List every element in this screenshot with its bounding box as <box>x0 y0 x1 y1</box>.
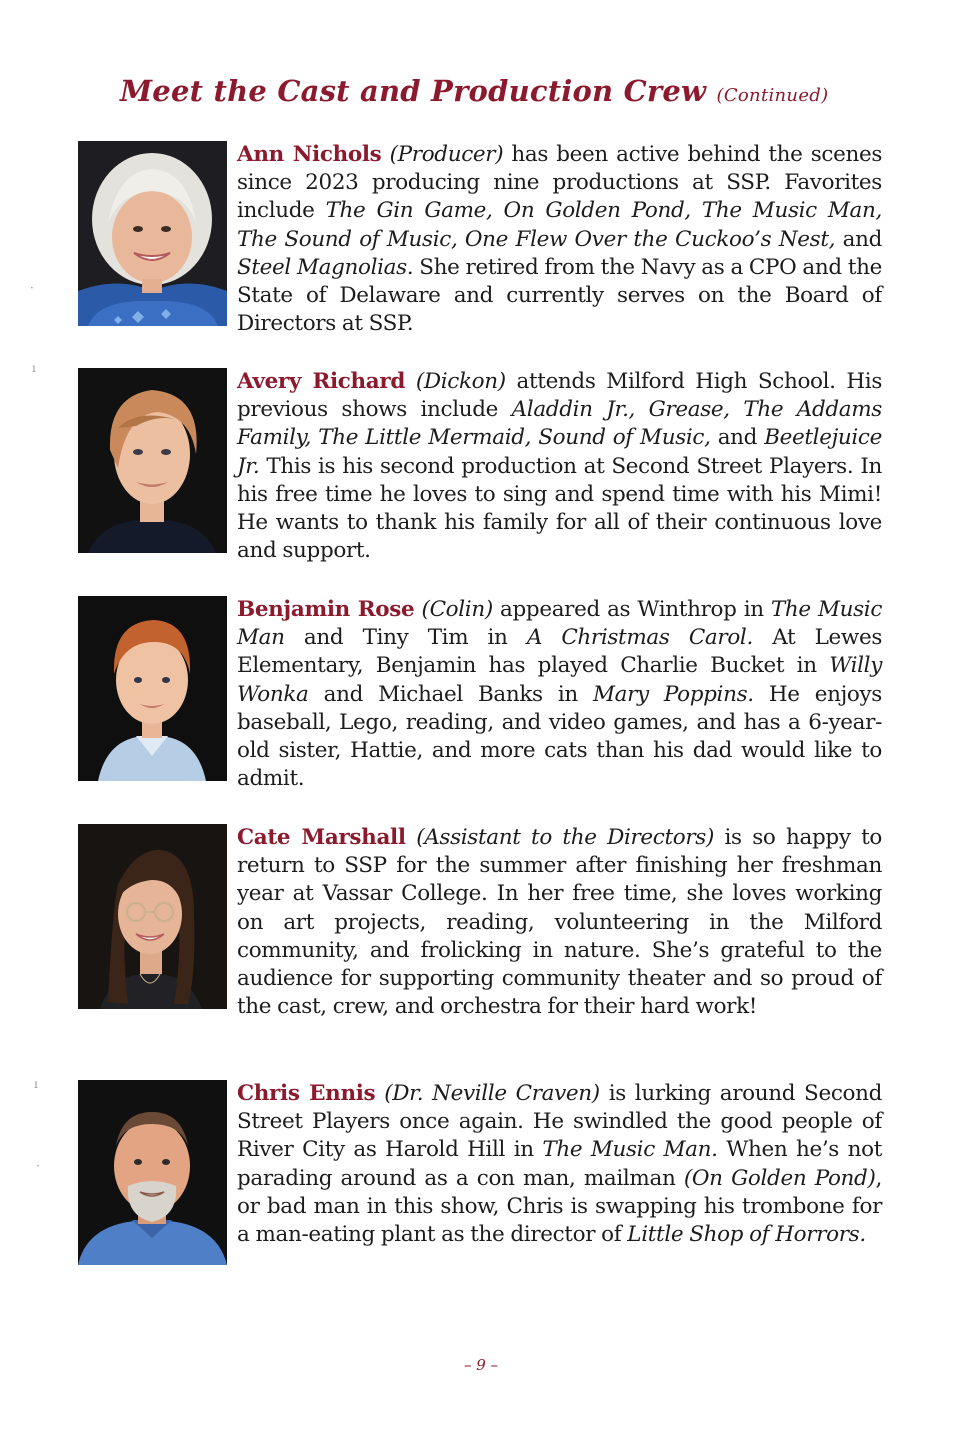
cast-name: Ann Nichols <box>237 142 382 167</box>
bio-text: attends Milford High School. His previous shows include <box>237 369 882 423</box>
cast-name: Avery Richard <box>237 369 406 394</box>
bio-text: She retired from the Navy as a CPO and the State of Delaware and currently serves on the Board of Directors at SSP. <box>237 254 882 337</box>
cast-entry-ann-nichols <box>78 141 882 338</box>
show-title: (On Golden Pond) <box>683 1165 876 1191</box>
cast-name: Cate Marshall <box>237 825 406 850</box>
show-title: Willy Wonka <box>237 653 882 707</box>
show-title: Aladdin Jr., Grease, The Addams Family, The Little Mermaid, Sound of Music, <box>237 397 882 451</box>
show-title: The Music Man. <box>542 1137 718 1163</box>
bio-text: has been active behind the scenes since 2023 producing nine productions at SSP. Favorites include <box>237 142 882 224</box>
cast-role: (Producer) <box>389 142 504 167</box>
avery-richard-photo <box>78 368 227 553</box>
benjamin-rose-photo <box>78 596 227 781</box>
bio-text: He enjoys baseball, Lego, reading, and video games, and has a 6-year-old sister, Hattie, and more cats than his dad would like to admit. <box>237 681 882 792</box>
page-number: – 9 – <box>463 1356 499 1374</box>
cast-name: Benjamin Rose <box>237 597 415 622</box>
bio-text: is lurking around Second Street Players once again. He swindled the good people of River City as Harold Hill in <box>237 1081 883 1163</box>
bio-text: is so happy to return to SSP for the summer after finishing her freshman year at Vassar College. In her free time, she loves working on art projects, reading, volunteering in the Milford community, and frolicking in nature. She’s grateful to the audience for supporting community theater and so proud of the cast, crew, and orchestra for their hard work! <box>237 825 883 1020</box>
show-title: Mary Poppins. <box>592 681 754 707</box>
cast-entry-cate-marshall <box>78 824 882 1021</box>
page-title <box>120 74 880 108</box>
page-subtitle: (Continued) <box>716 85 829 106</box>
show-title: The Gin Game, On Golden Pond, The Music Man, The Sound of Music, One Flew Over the Cuckoo’s Nest, <box>237 198 882 252</box>
cast-role: (Dickon) <box>415 369 506 394</box>
show-title: Little Shop of Horrors. <box>627 1222 866 1248</box>
scan-speck: · <box>30 281 34 295</box>
scan-speck: ı <box>32 361 36 375</box>
bio-text: When he’s not parading around as a con man, mailman <box>237 1137 882 1191</box>
cast-role: (Dr. Neville Craven) <box>384 1081 600 1106</box>
bio-text: and Michael Banks in <box>308 681 593 707</box>
show-title: A Christmas Carol. <box>526 625 753 651</box>
bio-text: This is his second production at Second Street Players. In his free time he loves to sing and spend time with his Mimi! He wants to thank his family for all of their continuous love and support. <box>237 453 882 564</box>
cast-role: (Assistant to the Directors) <box>416 825 715 850</box>
bio-text: At Lewes Elementary, Benjamin has played Charlie Bucket in <box>237 625 883 679</box>
bio-text: and Tiny Tim in <box>284 625 527 651</box>
scan-speck: ı <box>34 1077 38 1091</box>
bio-text: and <box>835 226 882 252</box>
chris-ennis-photo <box>78 1080 227 1265</box>
cate-marshall-photo <box>78 824 227 1009</box>
show-title: The Music Man <box>237 597 883 651</box>
cast-name: Chris Ennis <box>237 1081 376 1106</box>
page-title-text: Meet the Cast and Production Crew <box>120 74 707 108</box>
show-title: Beetlejuice Jr. <box>237 425 882 479</box>
cast-role: (Colin) <box>421 597 493 622</box>
bio-text: appeared as Winthrop in <box>492 597 771 622</box>
cast-entry-chris-ennis <box>78 1080 882 1265</box>
cast-entry-avery-richard <box>78 368 882 565</box>
bio-text: and <box>710 425 765 451</box>
cast-entry-benjamin-rose <box>78 596 882 793</box>
show-title: Steel Magnolias. <box>237 254 414 280</box>
scan-speck: · <box>36 1159 40 1173</box>
bio-text: , or bad man in this show, Chris is swapping his trombone for a man-eating plant as the director of <box>237 1165 882 1248</box>
ann-nichols-photo <box>78 141 227 326</box>
